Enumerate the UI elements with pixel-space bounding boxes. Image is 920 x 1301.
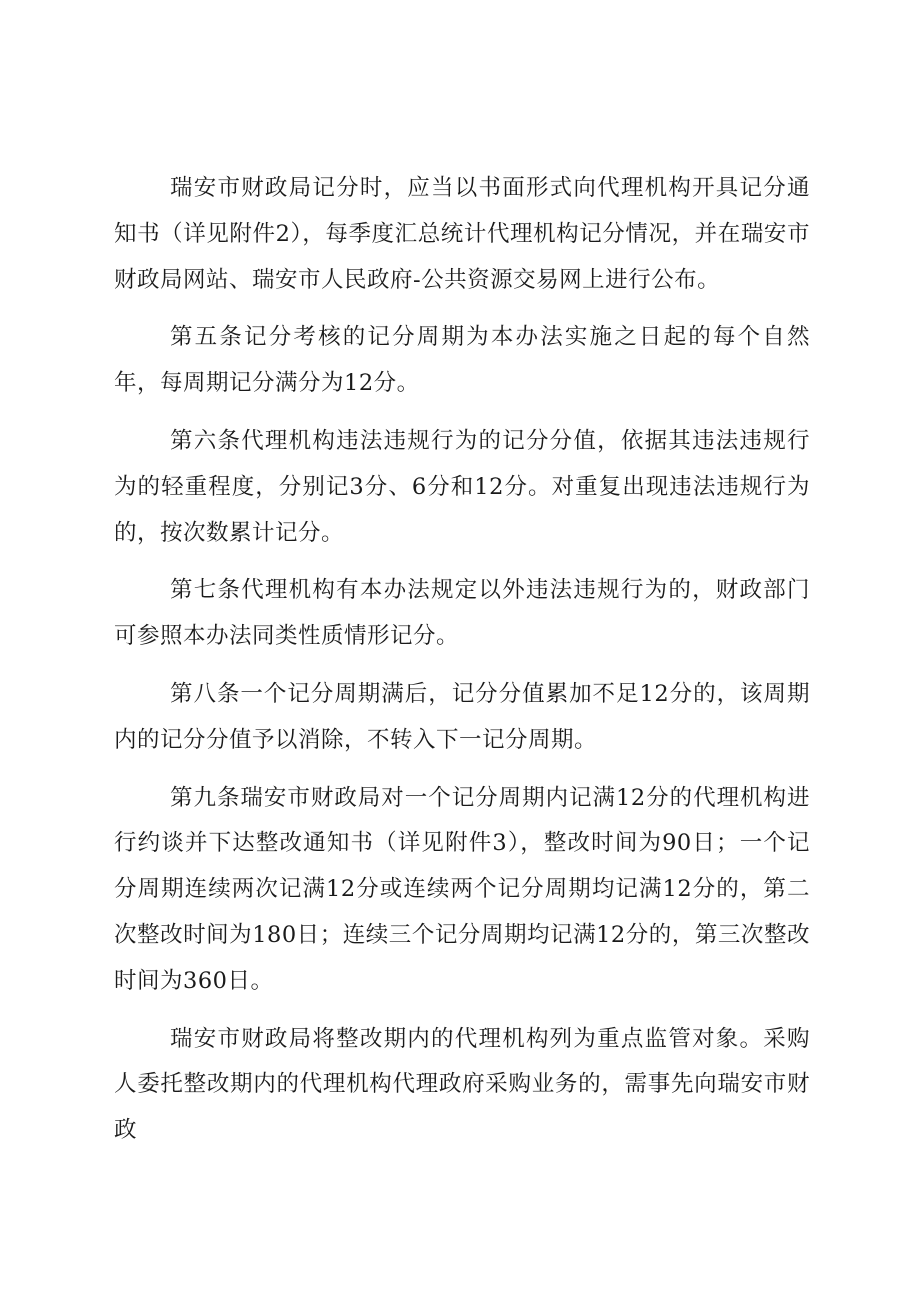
paragraph-supervision: 瑞安市财政局将整改期内的代理机构列为重点监管对象。采购人委托整改期内的代理机构代理政府采购业务的，需事先向瑞安市财政 <box>114 1025 810 1144</box>
paragraph-article-7: 第七条代理机构有本办法规定以外违法违规行为的，财政部门可参照本办法同类性质情形记分。 <box>114 577 810 650</box>
document-body <box>114 166 810 1154</box>
paragraph-article-5: 第五条记分考核的记分周期为本办法实施之日起的每个自然年，每周期记分满分为12分。 <box>114 324 810 397</box>
paragraph-article-8: 第八条一个记分周期满后，记分分值累加不足12分的，该周期内的记分分值予以消除，不转入下一记分周期。 <box>114 680 810 753</box>
paragraph-article-9: 第九条瑞安市财政局对一个记分周期内记满12分的代理机构进行约谈并下达整改通知书（详见附件3），整改时间为90日；一个记分周期连续两次记满12分或连续两个记分周期均记满12分的，第二次整改时间为180日；连续三个记分周期均记满12分的，第三次整改时间为360日。 <box>114 784 810 994</box>
paragraph-scoring-notice: 瑞安市财政局记分时，应当以书面形式向代理机构开具记分通知书（详见附件2），每季度汇总统计代理机构记分情况，并在瑞安市财政局网站、瑞安市人民政府-公共资源交易网上进行公布。 <box>114 175 810 293</box>
paragraph-article-6: 第六条代理机构违法违规行为的记分分值，依据其违法违规行为的轻重程度，分别记3分、6分和12分。对重复出现违法违规行为的，按次数累计记分。 <box>114 427 810 546</box>
